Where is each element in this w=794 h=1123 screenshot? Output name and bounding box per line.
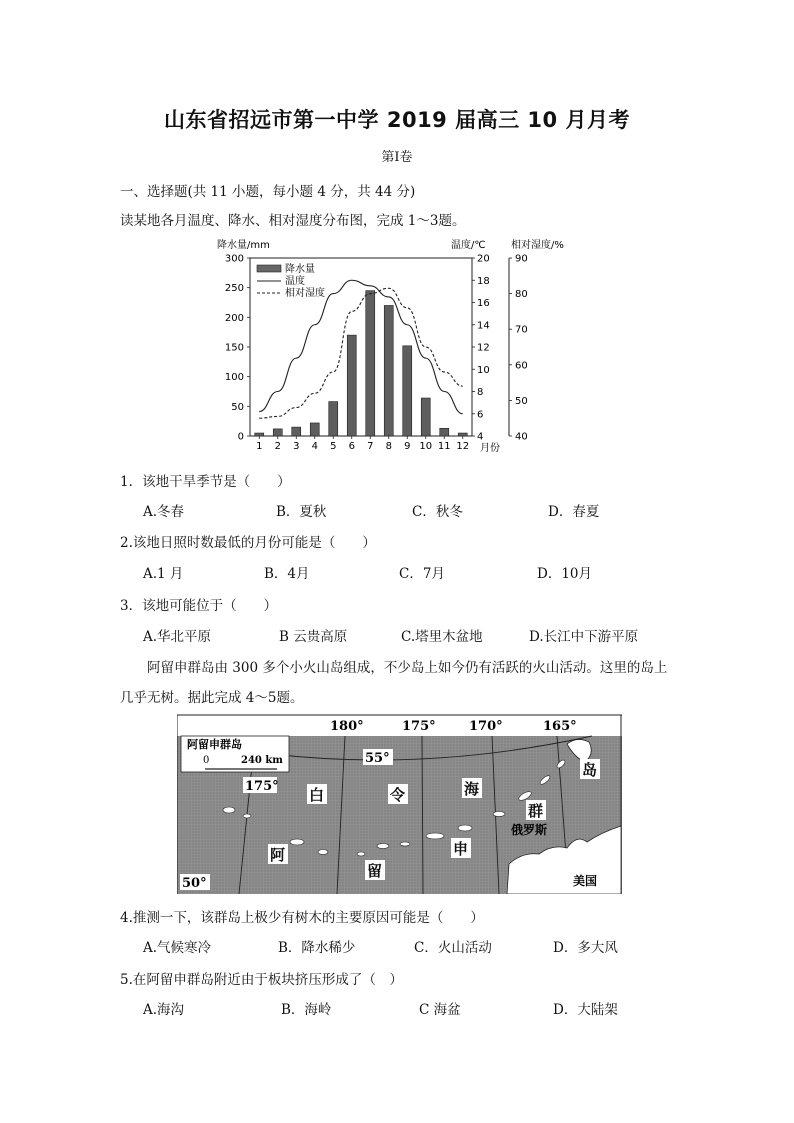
lat-label-50: 50° [182, 876, 207, 891]
left-tick-label: 50 [231, 401, 244, 413]
x-tick-label: 4 [311, 441, 318, 452]
bar-5 [329, 402, 338, 436]
q4-stem: 4.推测一下，该群岛上极少有树木的主要原因可能是（ ） [120, 910, 484, 926]
q3-option-c[interactable]: C.塔里木盆地 [401, 629, 483, 645]
chart-ylabel-left: 降水量/mm [217, 240, 270, 251]
series-line-humidity [259, 288, 463, 418]
right2-tick-label: 90 [515, 253, 528, 265]
bar-6 [347, 335, 356, 436]
label-usa: 美国 [573, 874, 598, 888]
chart-legend [257, 262, 325, 299]
lat-label-55: 55° [365, 751, 390, 766]
q1-option-d[interactable]: D．春夏 [548, 504, 600, 520]
x-tick-label: 9 [404, 441, 411, 452]
legend-bar-swatch [257, 265, 281, 272]
lon-label-175w: 175° [245, 779, 279, 794]
left-tick-label: 300 [224, 253, 244, 265]
island-char-3: 申 [453, 840, 469, 858]
right1-tick-label: 6 [477, 409, 484, 421]
q1-option-b[interactable]: B．夏秋 [276, 504, 327, 520]
q4-option-a[interactable]: A.气候寒冷 [143, 940, 212, 956]
sea-char-1: 白 [309, 786, 325, 804]
bar-4 [310, 423, 319, 436]
aleutian-map [177, 714, 622, 894]
right1-tick-label: 12 [477, 342, 490, 354]
island-char-5: 岛 [582, 761, 598, 779]
bar-9 [403, 346, 412, 436]
right2-tick-label: 80 [515, 289, 528, 301]
q3-stem: 3．该地可能位于（ ） [120, 598, 278, 614]
left-tick-label: 150 [224, 342, 244, 354]
legend-label-precip: 降水量 [285, 264, 315, 275]
q3-option-b[interactable]: B 云贵高原 [279, 629, 348, 645]
x-tick-label: 6 [348, 441, 355, 452]
lon-label-175e: 175° [402, 719, 436, 734]
label-russia: 俄罗斯 [511, 823, 548, 837]
right1-tick-label: 18 [477, 275, 490, 287]
left-tick-label: 200 [224, 312, 244, 324]
x-tick-label: 7 [367, 441, 374, 452]
right1-tick-label: 16 [477, 298, 490, 309]
q4-option-d[interactable]: D．多大风 [553, 940, 618, 956]
bar-12 [458, 433, 467, 436]
x-tick-label: 3 [293, 441, 300, 452]
island-char-1: 阿 [270, 846, 286, 864]
island-char-2: 留 [367, 862, 383, 880]
left-tick-label: 100 [224, 372, 244, 384]
right1-tick-label: 8 [477, 387, 484, 398]
map-legend-title: 阿留申群岛 [187, 738, 242, 751]
page-title: 山东省招远市第一中学 2019 届高三 10 月月考 [164, 108, 630, 132]
bar-3 [292, 427, 301, 436]
x-tick-label: 2 [274, 441, 281, 452]
section-heading: 一、选择题(共 11 小题，每小题 4 分，共 44 分) [120, 184, 416, 200]
q3-option-a[interactable]: A.华北平原 [143, 629, 212, 645]
lon-label-165: 165° [543, 719, 577, 734]
x-tick-label: 11 [437, 441, 451, 452]
passage-line-2: 几乎无树。据此完成 4～5题。 [120, 690, 304, 706]
lon-label-180: 180° [330, 719, 364, 734]
q5-option-d[interactable]: D．大陆架 [553, 1002, 618, 1018]
lon-label-170: 170° [469, 719, 503, 734]
map-scale-value: 240 km [241, 755, 283, 766]
series-line-temperature [259, 280, 463, 414]
bar-1 [255, 433, 264, 436]
plot-frame [250, 258, 472, 436]
volume-label: 第Ⅰ卷 [381, 150, 413, 165]
q4-option-b[interactable]: B．降水稀少 [278, 940, 356, 956]
map-scale-zero: 0 [203, 755, 210, 766]
q2-stem: 2.该地日照时数最低的月份可能是（ ） [120, 535, 376, 551]
legend-label-humidity: 相对湿度 [285, 288, 325, 299]
q5-stem: 5.在阿留申群岛附近由于板块挤压形成了（ ） [120, 972, 403, 988]
q5-option-a[interactable]: A.海沟 [143, 1002, 185, 1018]
q2-option-b[interactable]: B．4月 [264, 566, 310, 582]
q1-option-c[interactable]: C．秋冬 [412, 504, 463, 520]
q4-option-c[interactable]: C．火山活动 [414, 940, 492, 956]
q1-stem: 1．该地干旱季节是（ ） [120, 474, 291, 490]
right1-tick-label: 4 [477, 431, 484, 443]
island-char-4: 群 [528, 802, 544, 820]
bar-10 [421, 398, 430, 436]
passage-line-1: 阿留申群岛由 300 多个小火山岛组成，不少岛上如今仍有活跃的火山活动。这里的岛上 [147, 660, 668, 676]
sea-char-3: 海 [464, 780, 480, 798]
x-tick-label: 10 [419, 441, 433, 452]
q5-option-c[interactable]: C 海盆 [419, 1002, 461, 1018]
q2-option-d[interactable]: D．10月 [537, 566, 593, 582]
legend-label-temp: 温度 [285, 276, 305, 287]
right2-tick-label: 50 [515, 395, 528, 407]
right1-tick-label: 20 [477, 253, 490, 265]
sea-char-2: 令 [390, 786, 406, 804]
right1-tick-label: 10 [477, 364, 490, 376]
x-tick-label: 12 [456, 441, 470, 452]
climate-chart [215, 236, 585, 456]
intro-q1-3: 读某地各月温度、降水、相对湿度分布图，完成 1～3题。 [120, 213, 466, 229]
chart-xlabel: 月份 [480, 443, 500, 454]
left-tick-label: 0 [237, 431, 244, 443]
q1-option-a[interactable]: A.冬春 [143, 504, 185, 520]
q3-option-d[interactable]: D.长江中下游平原 [529, 629, 639, 645]
x-tick-label: 1 [256, 441, 263, 452]
q5-option-b[interactable]: B．海岭 [281, 1002, 332, 1018]
chart-ylabel-right1: 温度/℃ [451, 240, 486, 251]
x-tick-label: 8 [385, 441, 392, 452]
left-tick-label: 250 [224, 283, 244, 295]
right2-tick-label: 70 [515, 324, 528, 336]
bar-8 [384, 305, 393, 436]
right2-tick-label: 60 [515, 360, 528, 372]
bar-2 [273, 429, 282, 436]
right2-tick-label: 40 [515, 431, 528, 443]
x-tick-label: 5 [330, 441, 337, 452]
right1-tick-label: 14 [477, 320, 490, 332]
bar-7 [366, 291, 375, 436]
q2-option-a[interactable]: A.1 月 [143, 566, 184, 582]
bar-11 [440, 428, 449, 436]
chart-ylabel-right2: 相对湿度/% [511, 240, 564, 251]
q2-option-c[interactable]: C．7月 [399, 566, 445, 582]
